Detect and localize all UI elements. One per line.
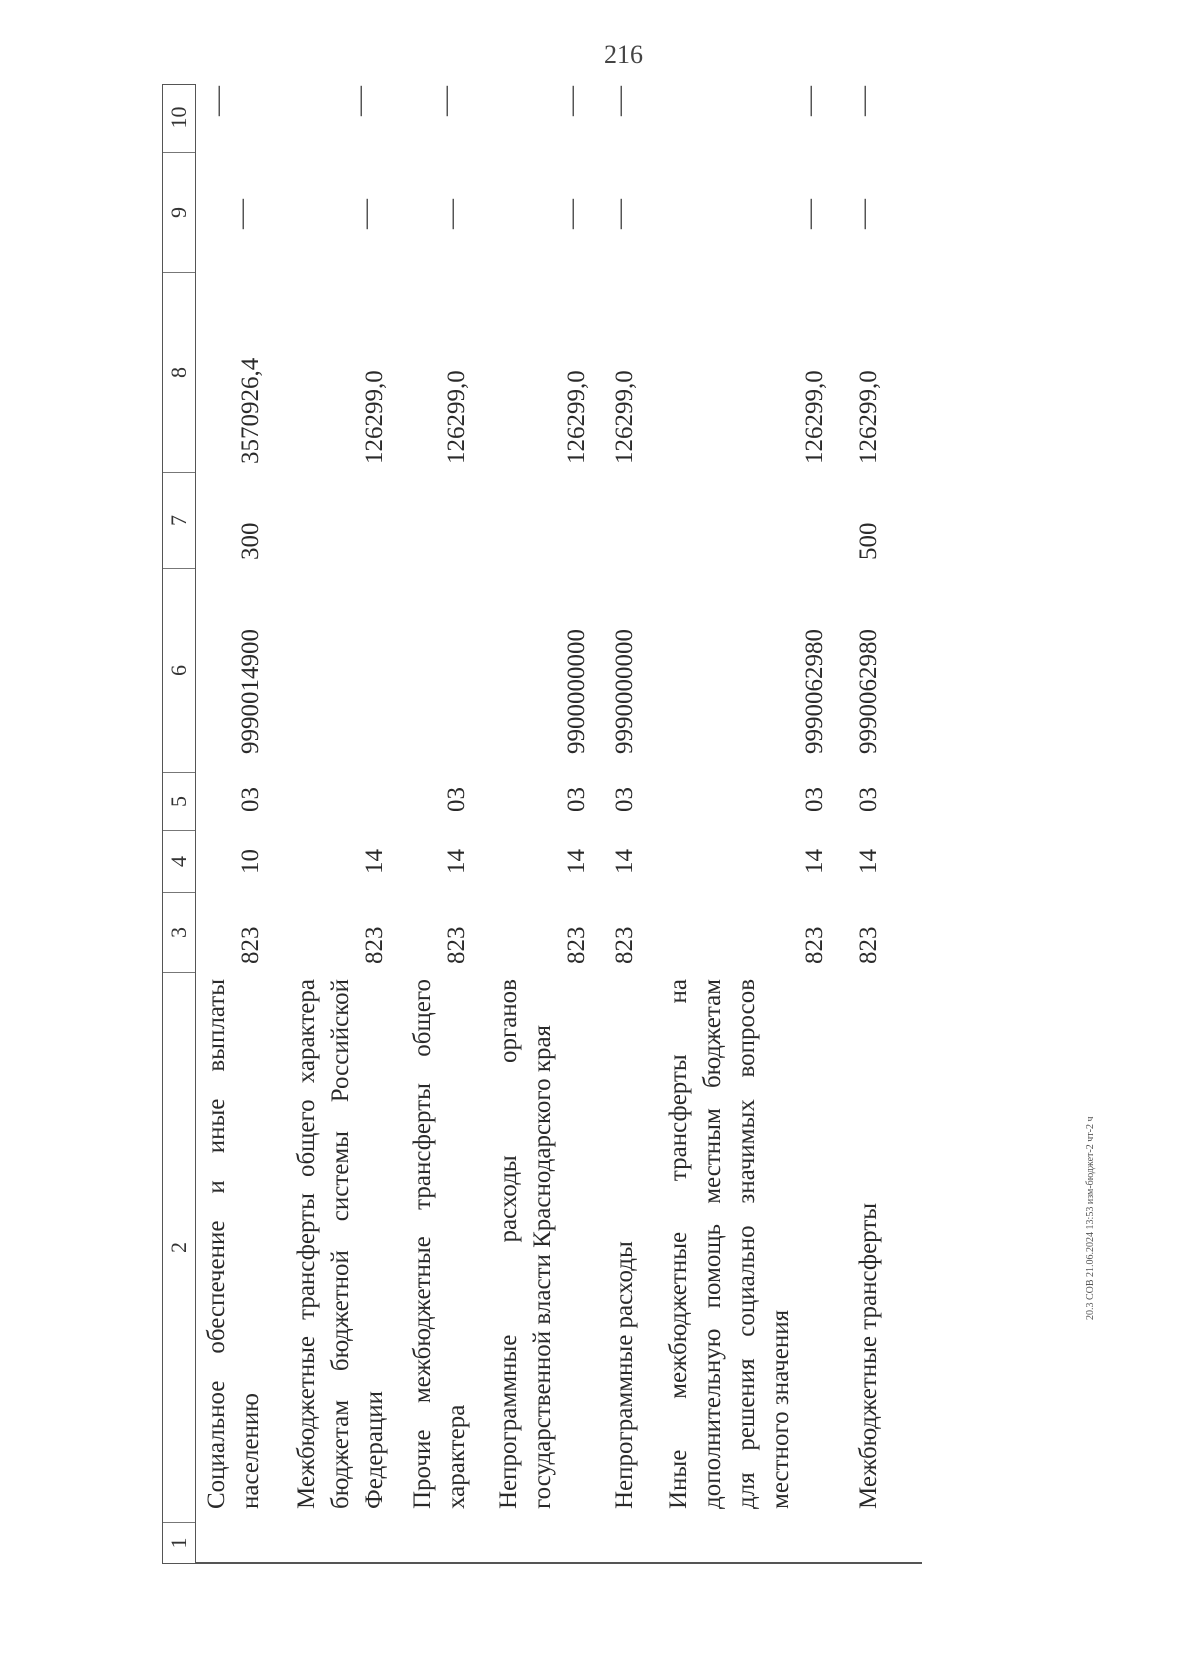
row-name: Непрограммные расходы	[611, 1241, 638, 1509]
row-col-10: —	[846, 86, 879, 116]
row-col-8: 3570926,4	[237, 357, 264, 464]
row-col-4: 14	[361, 849, 388, 874]
row-col-6: 9990062980	[855, 629, 882, 754]
row-col-6: 9990014900	[237, 629, 264, 754]
row-col-8: 126299,0	[611, 370, 638, 464]
row-name: Непрограммные расходы органов государственной власти Краснодарского края	[495, 979, 556, 1509]
row-col-3: 823	[443, 926, 470, 964]
row-col-7: 500	[855, 522, 882, 560]
row-col-10: —	[602, 86, 635, 116]
row-col-9: —	[846, 199, 879, 229]
row-col-9: —	[602, 199, 635, 229]
row-col-10: —	[200, 86, 233, 116]
row-col-3: 823	[855, 926, 882, 964]
row-col-6: 9990000000	[611, 629, 638, 754]
row-col-3: 823	[563, 926, 590, 964]
row-col-5: 03	[563, 787, 590, 812]
row-col-4: 14	[563, 849, 590, 874]
row-col-5: 03	[855, 787, 882, 812]
row-name: Иные межбюджетные трансферты на дополнительную помощь местным бюджетам для решения социально значимых вопросов местного значения	[665, 979, 794, 1509]
row-col-9: —	[554, 199, 587, 229]
row-col-3: 823	[237, 926, 264, 964]
row-col-8: 126299,0	[563, 370, 590, 464]
footer-code: 20.3 СОВ 21.06.2024 13:53 изм-бюджет-2 чт-2 ч	[1085, 1116, 1096, 1320]
header-col-4: 4	[163, 831, 195, 893]
header-col-8: 8	[163, 273, 195, 473]
row-col-5: 03	[801, 787, 828, 812]
row-col-3: 823	[801, 926, 828, 964]
row-name: Межбюджетные трансферты общего характера бюджетам бюджетной системы Российской Федерации	[293, 979, 388, 1509]
row-col-4: 14	[443, 849, 470, 874]
row-col-10: —	[792, 86, 825, 116]
row-col-5: 03	[237, 787, 264, 812]
header-col-10: 10	[163, 83, 195, 153]
row-col-8: 126299,0	[361, 370, 388, 464]
row-col-9: —	[224, 199, 257, 229]
row-col-10: —	[428, 86, 461, 116]
row-col-3: 823	[361, 926, 388, 964]
row-col-4: 14	[855, 849, 882, 874]
table-header-row	[162, 84, 196, 1564]
row-col-3: 823	[611, 926, 638, 964]
row-col-4: 10	[237, 849, 264, 874]
header-col-9: 9	[163, 153, 195, 273]
row-name: Прочие межбюджетные трансферты общего характера	[409, 979, 470, 1509]
row-col-9: —	[792, 199, 825, 229]
header-col-5: 5	[163, 773, 195, 831]
row-name: Межбюджетные трансферты	[855, 1202, 882, 1509]
row-name: Социальное обеспечение и иные выплаты населению	[203, 979, 264, 1509]
header-col-7: 7	[163, 473, 195, 569]
row-col-8: 126299,0	[443, 370, 470, 464]
row-col-4: 14	[801, 849, 828, 874]
row-col-10: —	[554, 86, 587, 116]
budget-table	[162, 84, 922, 1564]
row-col-5: 03	[611, 787, 638, 812]
header-col-2: 2	[163, 973, 195, 1523]
row-col-7: 300	[237, 522, 264, 560]
header-col-1: 1	[166, 1537, 191, 1549]
row-col-5: 03	[443, 787, 470, 812]
row-col-6: 9990062980	[801, 629, 828, 754]
row-col-4: 14	[611, 849, 638, 874]
table-left-border	[196, 1563, 922, 1565]
row-col-10: —	[342, 86, 375, 116]
page-number: 216	[604, 40, 643, 69]
header-col-6: 6	[163, 569, 195, 773]
row-col-9: —	[434, 199, 467, 229]
header-col-3: 3	[163, 893, 195, 973]
row-col-9: —	[348, 199, 381, 229]
row-col-6: 9900000000	[563, 629, 590, 754]
row-col-8: 126299,0	[855, 370, 882, 464]
row-col-8: 126299,0	[801, 370, 828, 464]
